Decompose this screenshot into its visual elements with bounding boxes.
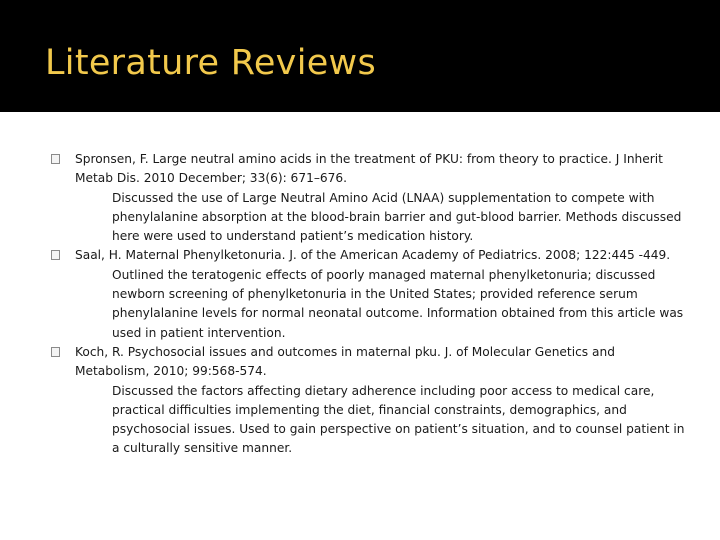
title-bar	[0, 0, 720, 112]
reference-entry-3	[0, 343, 720, 459]
reference-entry-1	[0, 150, 720, 246]
bullet-icon	[51, 250, 60, 260]
citation-text: Spronsen, F. Large neutral amino acids in the treatment of PKU: from theory to practice. J Inherit Metab Dis. 2010 December; 33(6): 671–676.	[75, 152, 663, 186]
bullet-icon	[51, 347, 60, 357]
slide-title: Literature Reviews	[45, 43, 377, 83]
reference-entry-2	[0, 246, 720, 342]
bullet-icon	[51, 154, 60, 164]
citation-text: Saal, H. Maternal Phenylketonuria. J. of the American Academy of Pediatrics. 2008; 122:445 -449.	[75, 248, 671, 263]
reference-list	[0, 150, 720, 459]
citation-text: Koch, R. Psychosocial issues and outcomes in maternal pku. J. of Molecular Genetics and Metabolism, 2010; 99:568-574.	[75, 344, 615, 379]
citation-description: Discussed the use of Large Neutral Amino Acid (LNAA) supplementation to compete with phenylalanine absorption at the blood-brain barrier and gut-blood barrier. Methods discussed here were used to understand patient’s medication history.	[112, 190, 682, 244]
citation-description: Outlined the teratogenic effects of poorly managed maternal phenylketonuria; discussed newborn screening of phenylketonuria in the United States; provided reference serum phenylalanine levels for normal neonatal outcome. Information obtained from this article was used in patient intervention.	[112, 267, 684, 340]
citation-description: Discussed the factors affecting dietary adherence including poor access to medical care, practical difficulties implementing the diet, financial constraints, demographics, and psychosocial issues. Used to gain perspective on patient’s situation, and to counsel patient in a culturally sensitive manner.	[112, 383, 685, 456]
